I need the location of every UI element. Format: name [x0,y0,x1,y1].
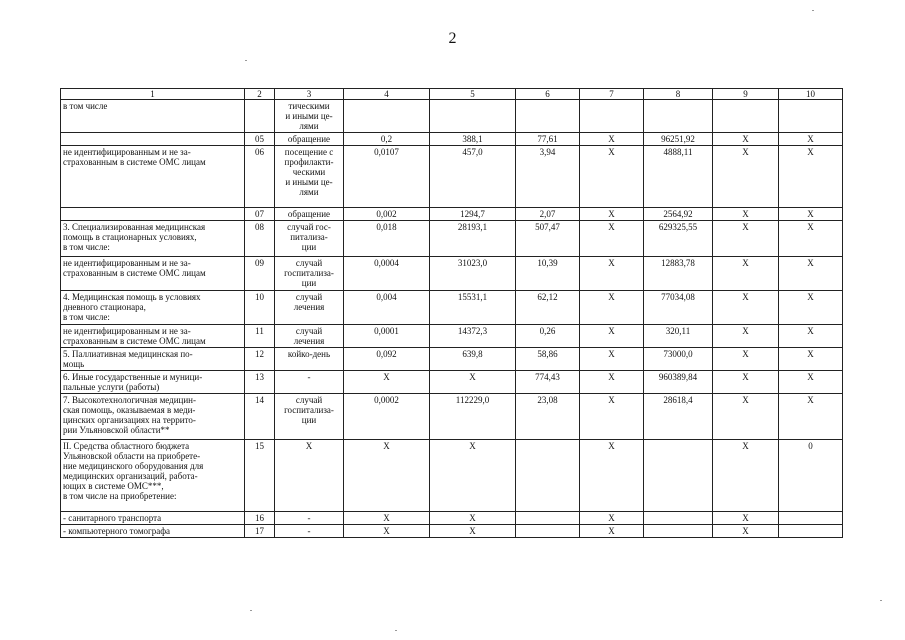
column-header: 9 [713,89,779,100]
line-code-cell: 14 [245,394,275,440]
value-cell: 23,08 [516,394,580,440]
row-label: в том числе [61,100,245,133]
table-row [61,348,843,371]
value-cell: Х [779,371,843,394]
value-cell: 77034,08 [644,291,713,325]
value-cell: 0,004 [344,291,430,325]
value-cell: Х [713,291,779,325]
value-cell: 15531,1 [430,291,516,325]
value-cell [516,525,580,538]
unit-cell: - [275,512,344,525]
value-cell: Х [713,221,779,257]
value-cell: Х [580,257,644,291]
value-cell: 0,092 [344,348,430,371]
table-row [61,440,843,512]
column-header: 3 [275,89,344,100]
value-cell: Х [580,525,644,538]
table-row [61,394,843,440]
line-code-cell: 16 [245,512,275,525]
value-cell: Х [344,525,430,538]
value-cell: 2564,92 [644,208,713,221]
value-cell [580,100,644,133]
table-row [61,146,843,208]
table-row [61,371,843,394]
table-header-row [61,89,843,100]
value-cell: 28618,4 [644,394,713,440]
table-row [61,208,843,221]
value-cell: 112229,0 [430,394,516,440]
value-cell: Х [779,133,843,146]
value-cell: 12883,78 [644,257,713,291]
value-cell: 3,94 [516,146,580,208]
unit-cell: обращение [275,133,344,146]
unit-cell: посещение с профилакти- ческими и иными це- лями [275,146,344,208]
value-cell [516,440,580,512]
unit-cell: обращение [275,208,344,221]
table-row [61,325,843,348]
value-cell: 639,8 [430,348,516,371]
value-cell: Х [580,221,644,257]
unit-cell: - [275,525,344,538]
value-cell: Х [713,325,779,348]
value-cell: 0,0004 [344,257,430,291]
scan-speck [245,60,247,61]
unit-cell: - [275,371,344,394]
page-number: 2 [448,30,457,47]
value-cell: Х [580,325,644,348]
line-code-cell: 08 [245,221,275,257]
unit-cell: случай гос- питализа- ции [275,221,344,257]
value-cell [779,525,843,538]
value-cell: 96251,92 [644,133,713,146]
row-label: - компьютерного томографа [61,525,245,538]
row-label: 4. Медицинская помощь в условиях дневного стационара, в том числе: [61,291,245,325]
scan-speck [812,10,814,11]
column-header: 7 [580,89,644,100]
unit-cell: случай госпитализа- ции [275,257,344,291]
value-cell [779,512,843,525]
value-cell: Х [430,371,516,394]
line-code-cell: 06 [245,146,275,208]
value-cell: 0,2 [344,133,430,146]
row-label: 6. Иные государственные и муници- пальные услуги (работы) [61,371,245,394]
line-code-cell [245,100,275,133]
value-cell: Х [580,394,644,440]
value-cell: 0,0107 [344,146,430,208]
value-cell: Х [344,512,430,525]
row-label: 7. Высокотехнологичная медицин- ская помощь, оказываемая в меди- цинских организациях на террито- рии Ульяновской области** [61,394,245,440]
unit-cell: случай лечения [275,291,344,325]
table-row [61,257,843,291]
value-cell: Х [779,291,843,325]
value-cell: Х [713,394,779,440]
value-cell: 388,1 [430,133,516,146]
value-cell: Х [713,440,779,512]
value-cell: Х [713,525,779,538]
value-cell: 0,018 [344,221,430,257]
unit-cell: случай лечения [275,325,344,348]
table-row [61,133,843,146]
value-cell: Х [580,348,644,371]
value-cell: 629325,55 [644,221,713,257]
value-cell: 0,002 [344,208,430,221]
row-label: II. Средства областного бюджета Ульяновской области на приобрете- ние медицинского оборудования для медицинских организаций, работа- ющих в системе ОМС***, в том числе на приобретение: [61,440,245,512]
table-row [61,221,843,257]
value-cell: 28193,1 [430,221,516,257]
row-label [61,133,245,146]
value-cell: Х [580,371,644,394]
line-code-cell: 09 [245,257,275,291]
column-header: 2 [245,89,275,100]
value-cell: Х [580,208,644,221]
value-cell: 960389,84 [644,371,713,394]
value-cell: 1294,7 [430,208,516,221]
value-cell [430,100,516,133]
scan-speck [395,630,397,631]
unit-cell: тическими и иными це- лями [275,100,344,133]
table-row [61,525,843,538]
line-code-cell: 05 [245,133,275,146]
value-cell: Х [779,221,843,257]
value-cell: 62,12 [516,291,580,325]
value-cell: 58,86 [516,348,580,371]
table-row [61,291,843,325]
column-header: 10 [779,89,843,100]
unit-cell: койко-день [275,348,344,371]
value-cell: Х [580,440,644,512]
value-cell: Х [779,257,843,291]
value-cell: 4888,11 [644,146,713,208]
value-cell: Х [430,440,516,512]
line-code-cell: 13 [245,371,275,394]
value-cell: 77,61 [516,133,580,146]
row-label: не идентифицированным и не за- страхованным в системе ОМС лицам [61,325,245,348]
value-cell: 73000,0 [644,348,713,371]
value-cell: Х [713,208,779,221]
value-cell: Х [580,291,644,325]
value-cell: Х [713,371,779,394]
value-cell: Х [779,146,843,208]
line-code-cell: 10 [245,291,275,325]
unit-cell: случай госпитализа- ции [275,394,344,440]
value-cell: Х [430,525,516,538]
line-code-cell: 11 [245,325,275,348]
value-cell: 10,39 [516,257,580,291]
value-cell: 0,0001 [344,325,430,348]
row-label: 5. Паллиативная медицинская по- мощь [61,348,245,371]
value-cell [516,512,580,525]
value-cell: Х [580,512,644,525]
column-header: 8 [644,89,713,100]
value-cell: Х [713,257,779,291]
row-label [61,208,245,221]
value-cell: 0,0002 [344,394,430,440]
value-cell: 14372,3 [430,325,516,348]
line-code-cell: 12 [245,348,275,371]
column-header: 1 [61,89,245,100]
line-code-cell: 15 [245,440,275,512]
unit-cell: Х [275,440,344,512]
value-cell: Х [779,394,843,440]
row-label: не идентифицированным и не за- страхованным в системе ОМС лицам [61,146,245,208]
value-cell: 2,07 [516,208,580,221]
row-label: - санитарного транспорта [61,512,245,525]
value-cell: Х [580,133,644,146]
scan-speck [880,600,882,601]
value-cell: Х [713,512,779,525]
table-row [61,100,843,133]
column-header: 4 [344,89,430,100]
value-cell: 774,43 [516,371,580,394]
data-table [60,88,843,538]
value-cell: Х [713,133,779,146]
value-cell: Х [430,512,516,525]
value-cell: 320,11 [644,325,713,348]
value-cell: Х [344,440,430,512]
table-row [61,512,843,525]
value-cell [779,100,843,133]
row-label: 3. Специализированная медицинская помощь в стационарных условиях, в том числе: [61,221,245,257]
value-cell [644,525,713,538]
value-cell: Х [779,208,843,221]
value-cell [644,512,713,525]
value-cell: Х [344,371,430,394]
column-header: 6 [516,89,580,100]
row-label: не идентифицированным и не за- страхованным в системе ОМС лицам [61,257,245,291]
value-cell: 0 [779,440,843,512]
value-cell: Х [580,146,644,208]
value-cell [516,100,580,133]
value-cell [644,100,713,133]
value-cell: Х [779,348,843,371]
value-cell [644,440,713,512]
value-cell [713,100,779,133]
value-cell: 0,26 [516,325,580,348]
value-cell: Х [713,348,779,371]
value-cell [344,100,430,133]
value-cell: 31023,0 [430,257,516,291]
line-code-cell: 17 [245,525,275,538]
value-cell: 457,0 [430,146,516,208]
value-cell: Х [713,146,779,208]
value-cell: 507,47 [516,221,580,257]
scan-speck [250,610,252,611]
column-header: 5 [430,89,516,100]
line-code-cell: 07 [245,208,275,221]
value-cell: Х [779,325,843,348]
